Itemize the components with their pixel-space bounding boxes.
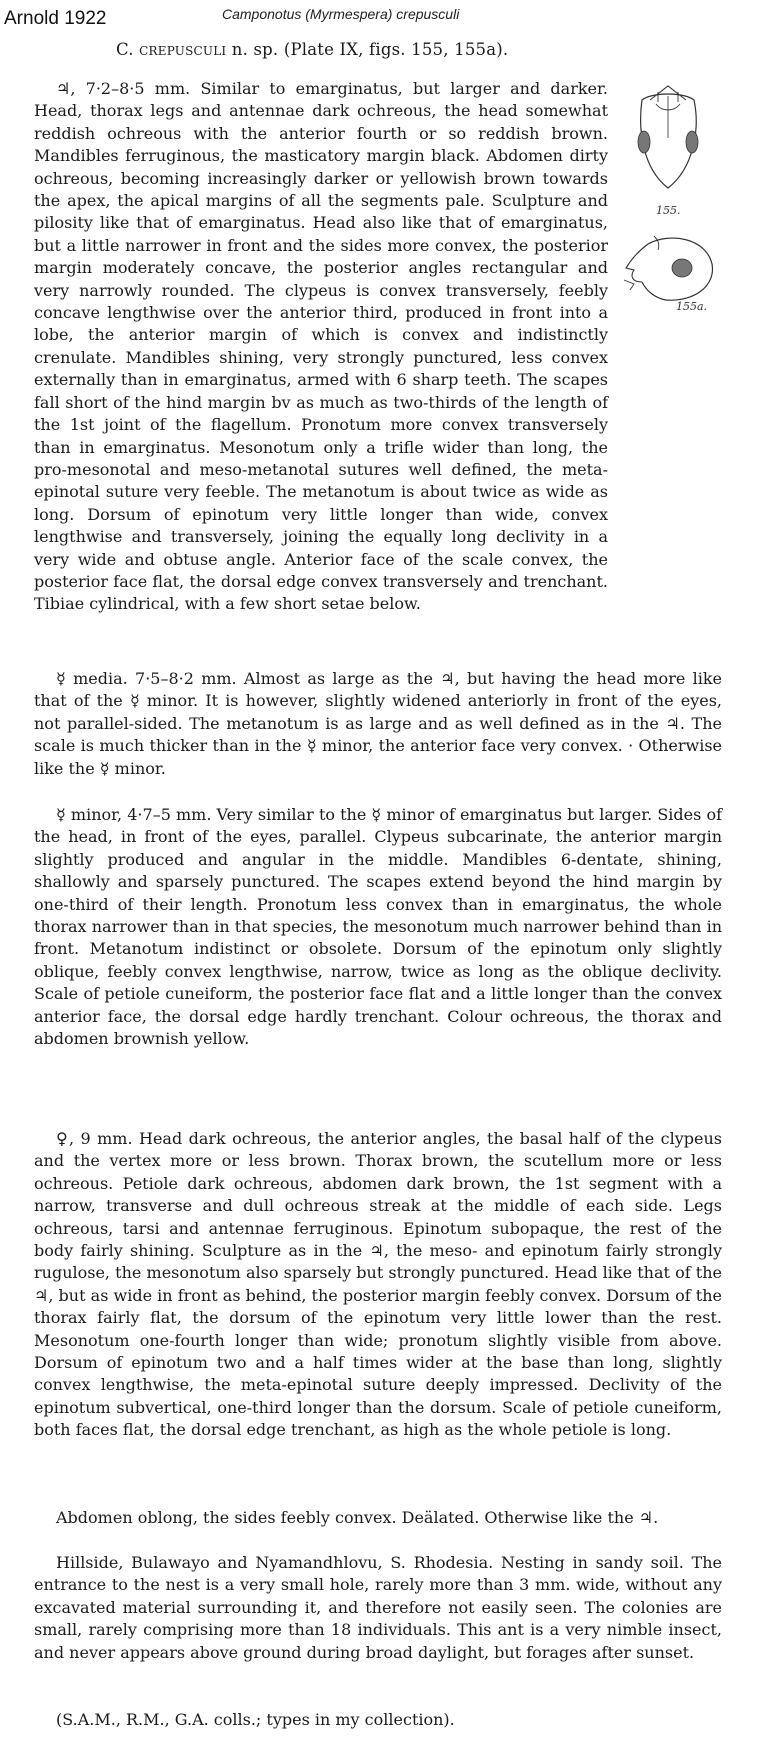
figure-155a-label: 155a. [676, 300, 708, 313]
minor-worker-description [34, 804, 722, 1050]
paragraph-abdomen: Abdomen oblong, the sides feebly convex. Deälated. Otherwise like the ♃. [56, 1508, 659, 1527]
paragraph-major: ♃, 7·2–8·5 mm. Similar to emarginatus, but larger and darker. Head, thorax legs and antennae dark ochreous, the head somewhat reddish ochreous with the anterior fourth or so reddish brown. Mandibles ferruginous, the masticatory margin black. Abdomen dirty ochreous, becoming increasingly darker or yellowish brown towards the apex, the apical margins of all the segments pale. Sculpture and pilosity like that of emarginatus. Head also like that of emarginatus, but a little narrower in front and the sides more convex, the posterior margin moderately concave, the posterior angles rectangular and very narrowly rounded. The clypeus is convex transversely, feebly concave lengthwise over the anterior third, produced in front into a lobe, the anterior margin of which is convex and indistinctly crenulate. Mandibles shining, very strongly punctured, less convex externally than in emarginatus, armed with 6 sharp teeth. The scapes fall short of the hind margin bv as much as two-thirds of the length of the 1st joint of the flagellum. Pronotum more convex transversely than in emarginatus. Mesonotum only a trifle wider than long, the pro-mesonotal and meso-metanotal sutures well defined, the meta-epinotal suture very feeble. The metanotum is about twice as wide as long. Dorsum of epinotum very little longer than wide, convex lengthwise and transversely, joining the equally long declivity in a very wide and obtuse angle. Anterior face of the scale convex, the posterior face flat, the dorsal edge convex transversely and trenchant. Tibiae cylindrical, with a few short setae below. [34, 79, 608, 614]
header-taxon-title: Camponotus (Myrmespera) crepusculi [222, 6, 460, 22]
figure-155a-head-drawing [620, 230, 720, 310]
paragraph-media: ☿ media. 7·5–8·2 mm. Almost as large as the ♃, but having the head more like that of the ☿ minor. It is however, slightly widened anteriorly in front of the eyes, not parallel-sided. The metanotum is as large and as well defined as in the ♃. The scale is much thicker than in the ☿ minor, the anterior face very convex. · Otherwise like the ☿ minor. [34, 669, 722, 778]
species-heading [116, 40, 508, 59]
paragraph-locality: Hillside, Bulawayo and Nyamandhlovu, S. Rhodesia. Nesting in sandy soil. The entrance to the nest is a very small hole, rarely more than 3 mm. wide, without any excavated material surrounding it, and therefore not easily seen. The colonies are small, rarely comprising more than 18 individuals. This ant is a very nimble insect, and never appears above ground during broad daylight, but forages after sunset. [34, 1553, 722, 1662]
header-author-year: Arnold 1922 [4, 8, 107, 29]
abdomen-note [34, 1507, 722, 1529]
media-worker-description [34, 668, 722, 780]
figure-155-label: 155. [656, 204, 681, 217]
major-worker-description [34, 78, 608, 616]
paragraph-female: ♀, 9 mm. Head dark ochreous, the anterior angles, the basal half of the clypeus and the vertex more or less brown. Thorax brown, the scutellum more or less ochreous. Petiole dark ochreous, abdomen dark brown, the 1st segment with a narrow, transverse and dull ochreous streak at the middle of each side. Legs ochreous, tarsi and antennae ferruginous. Epinotum subopaque, the rest of the body fairly shining. Sculpture as in the ♃, the meso- and epinotum fairly strongly rugulose, the mesonotum also sparsely but strongly punctured. Head like that of the ♃, but as wide in front as behind, the posterior margin feebly convex. Dorsum of the thorax fairly flat, the dorsum of the epinotum very little lower than the rest. Mesonotum one-fourth longer than wide; pronotum slightly visible from above. Dorsum of epinotum two and a half times wider at the base than long, slightly convex lengthwise, the meta-epinotal suture deeply impressed. Declivity of the epinotum subvertical, one-third longer than the dorsum. Scale of petiole cuneiform, both faces flat, the dorsal edge trenchant, as high as the whole petiole is long. [34, 1129, 722, 1440]
paragraph-collections: (S.A.M., R.M., G.A. colls.; types in my collection). [56, 1710, 455, 1729]
plate-reference: (Plate IX, figs. 155, 155a). [283, 40, 509, 59]
collections-note [34, 1709, 722, 1731]
species-name: C. crepusculi [116, 40, 227, 59]
locality-notes [34, 1552, 722, 1664]
paragraph-minor: ☿ minor, 4·7–5 mm. Very similar to the ☿ minor of emarginatus but larger. Sides of the head, in front of the eyes, parallel. Clypeus subcarinate, the anterior margin slightly produced and angular in the middle. Mandibles 6-dentate, shining, shallowly and sparsely punctured. The scapes extend beyond the hind margin by one-third of their length. Pronotum less convex than in emarginatus, the whole thorax narrower than in that species, the mesonotum much narrower behind than in front. Metanotum indistinct or obsolete. Dorsum of the epinotum only slightly oblique, feebly convex lengthwise, narrow, twice as long as the oblique declivity. Scale of petiole cuneiform, the posterior face flat and a little longer than the convex anterior face, the dorsal edge hardly trenchant. Colour ochreous, the thorax and abdomen brownish yellow. [34, 805, 722, 1049]
female-description [34, 1128, 722, 1442]
species-status: n. sp. [231, 40, 279, 59]
figure-155-head-drawing [628, 78, 708, 198]
